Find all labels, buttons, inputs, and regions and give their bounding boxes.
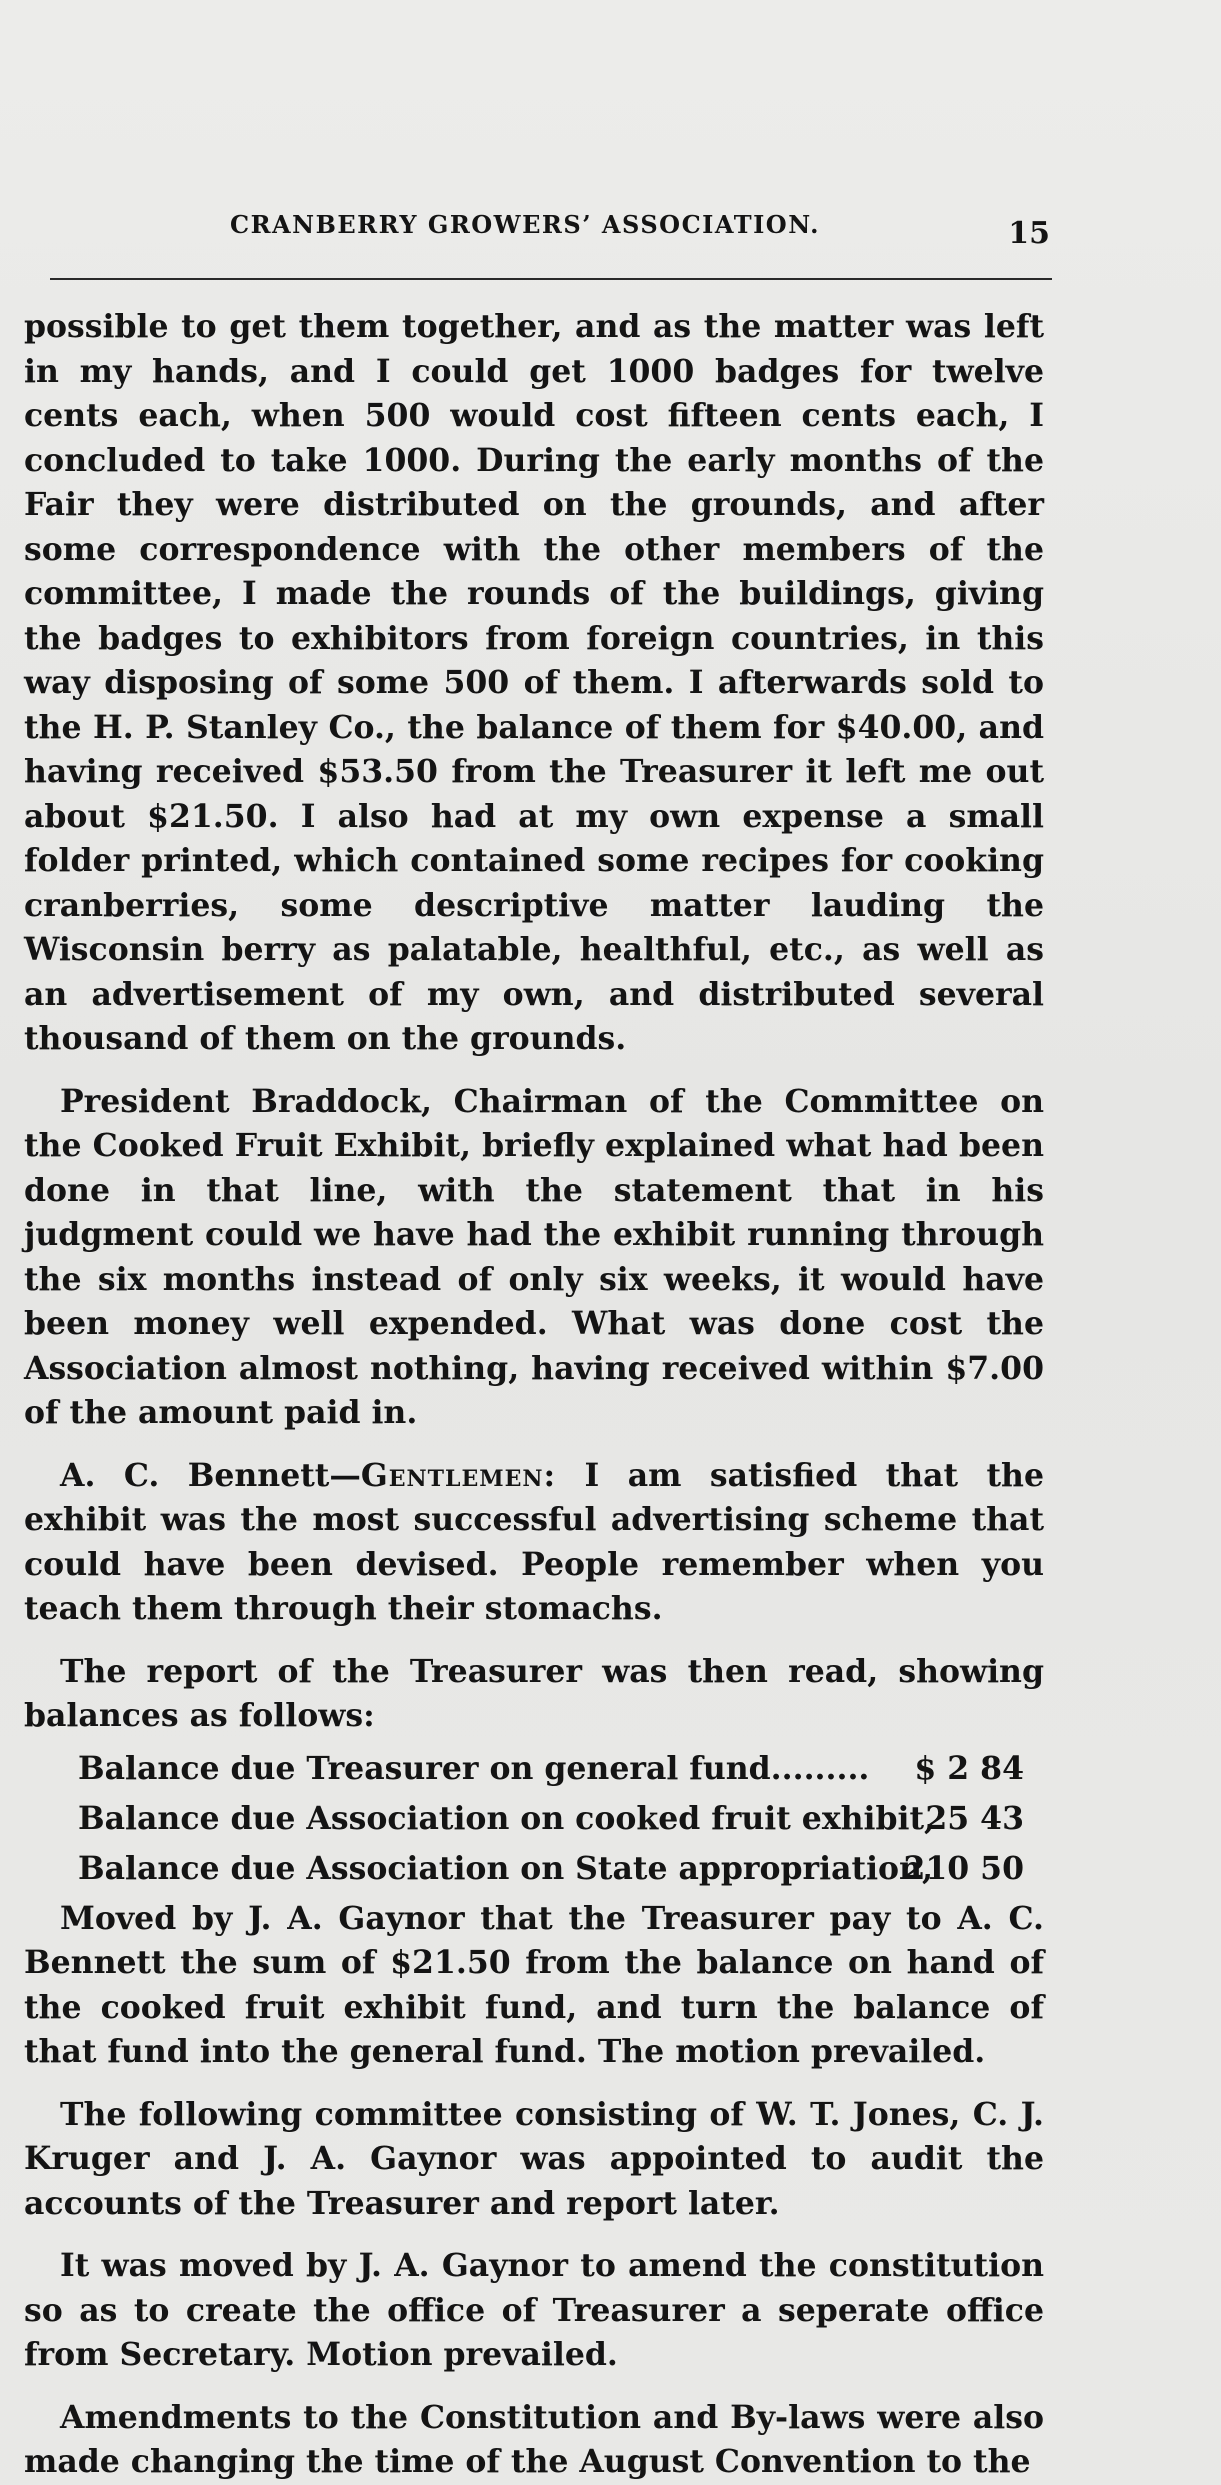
paragraph-audit-committee: The following committee consisting of W. T. Jones, C. J. Kruger and J. A. Gaynor was appointed to audit the accounts of the Treasurer and report later. [24,2095,1044,2222]
paragraph-braddock: President Braddock, Chairman of the Committee on the Cooked Fruit Exhibit, briefly explained what had been done in that line, with the statement that in his judgment could we have had the exhibit running through the six months instead of only six weeks, it would have been money well expended. What was done cost the Association almost nothing, having received within $7.00 of the amount paid in. [24,1082,1044,1431]
paragraph-bennett [24,1454,1044,1632]
balance-row [24,1797,1044,1847]
page-number: 15 [1008,216,1050,251]
paragraph-treasurer-office: It was moved by J. A. Gaynor to amend the constitution so as to create the office of Treasurer a seperate office from Secretary. Motion prevailed. [24,2247,1044,2373]
balance-label: Balance due Treasurer on general fund......... [78,1749,870,1787]
paragraph-amendments: Amendments to the Constitution and By-laws were also made changing the time of the August Convention to the [24,2398,1044,2480]
balance-list [24,1747,1044,1897]
balance-row [24,1847,1044,1897]
balance-amount: 25 43 [925,1799,1024,1837]
header-rule [50,278,1052,280]
balance-row [24,1747,1044,1797]
balance-amount: 210 50 [903,1849,1024,1887]
running-head [230,210,1050,251]
speaker-name: A. C. Bennett— [60,1456,361,1494]
balance-label: Balance due Association on cooked fruit exhibit, [78,1799,935,1837]
paragraph-gaynor-motion: Moved by J. A. Gaynor that the Treasurer pay to A. C. Bennett the sum of $21.50 from the balance on hand of the cooked fruit exhibit fund, and turn the balance of that fund into the general fund. The motion prevailed. [24,1899,1044,2070]
paragraph-treasurer-report: The report of the Treasurer was then read, showing balances as follows: [24,1652,1044,1734]
body-text [24,305,1044,2485]
paragraph-continuation: possible to get them together, and as the matter was left in my hands, and I could get 1000 badges for twelve cents each, when 500 would cost fifteen cents each, I concluded to take 1000. During the early months of the Fair they were distributed on the grounds, and after some correspondence with the other members of the committee, I made the rounds of the buildings, giving the badges to exhibitors from foreign countries, in this way disposing of some 500 of them. I afterwards sold to the H. P. Stanley Co., the balance of them for $40.00, and having received $53.50 from the Treasurer it left me out about $21.50. I also had at my own expense a small folder printed, which contained some recipes for cooking cranberries, some descriptive matter lauding the Wisconsin berry as palatable, healthful, etc., as well as an advertisement of my own, and distributed several thousand of them on the grounds. [24,308,1044,1057]
speaker-text: I am satisfied that the exhibit was the most successful advertising scheme that could have been devised. People remember when you teach them through their stomachs. [24,1456,1044,1627]
balance-label: Balance due Association on State appropriation, [78,1849,933,1887]
running-title: CRANBERRY GROWERS’ ASSOCIATION. [230,210,820,239]
balance-amount: $ 2 84 [914,1749,1024,1787]
speaker-address: Gentlemen: [360,1456,557,1494]
